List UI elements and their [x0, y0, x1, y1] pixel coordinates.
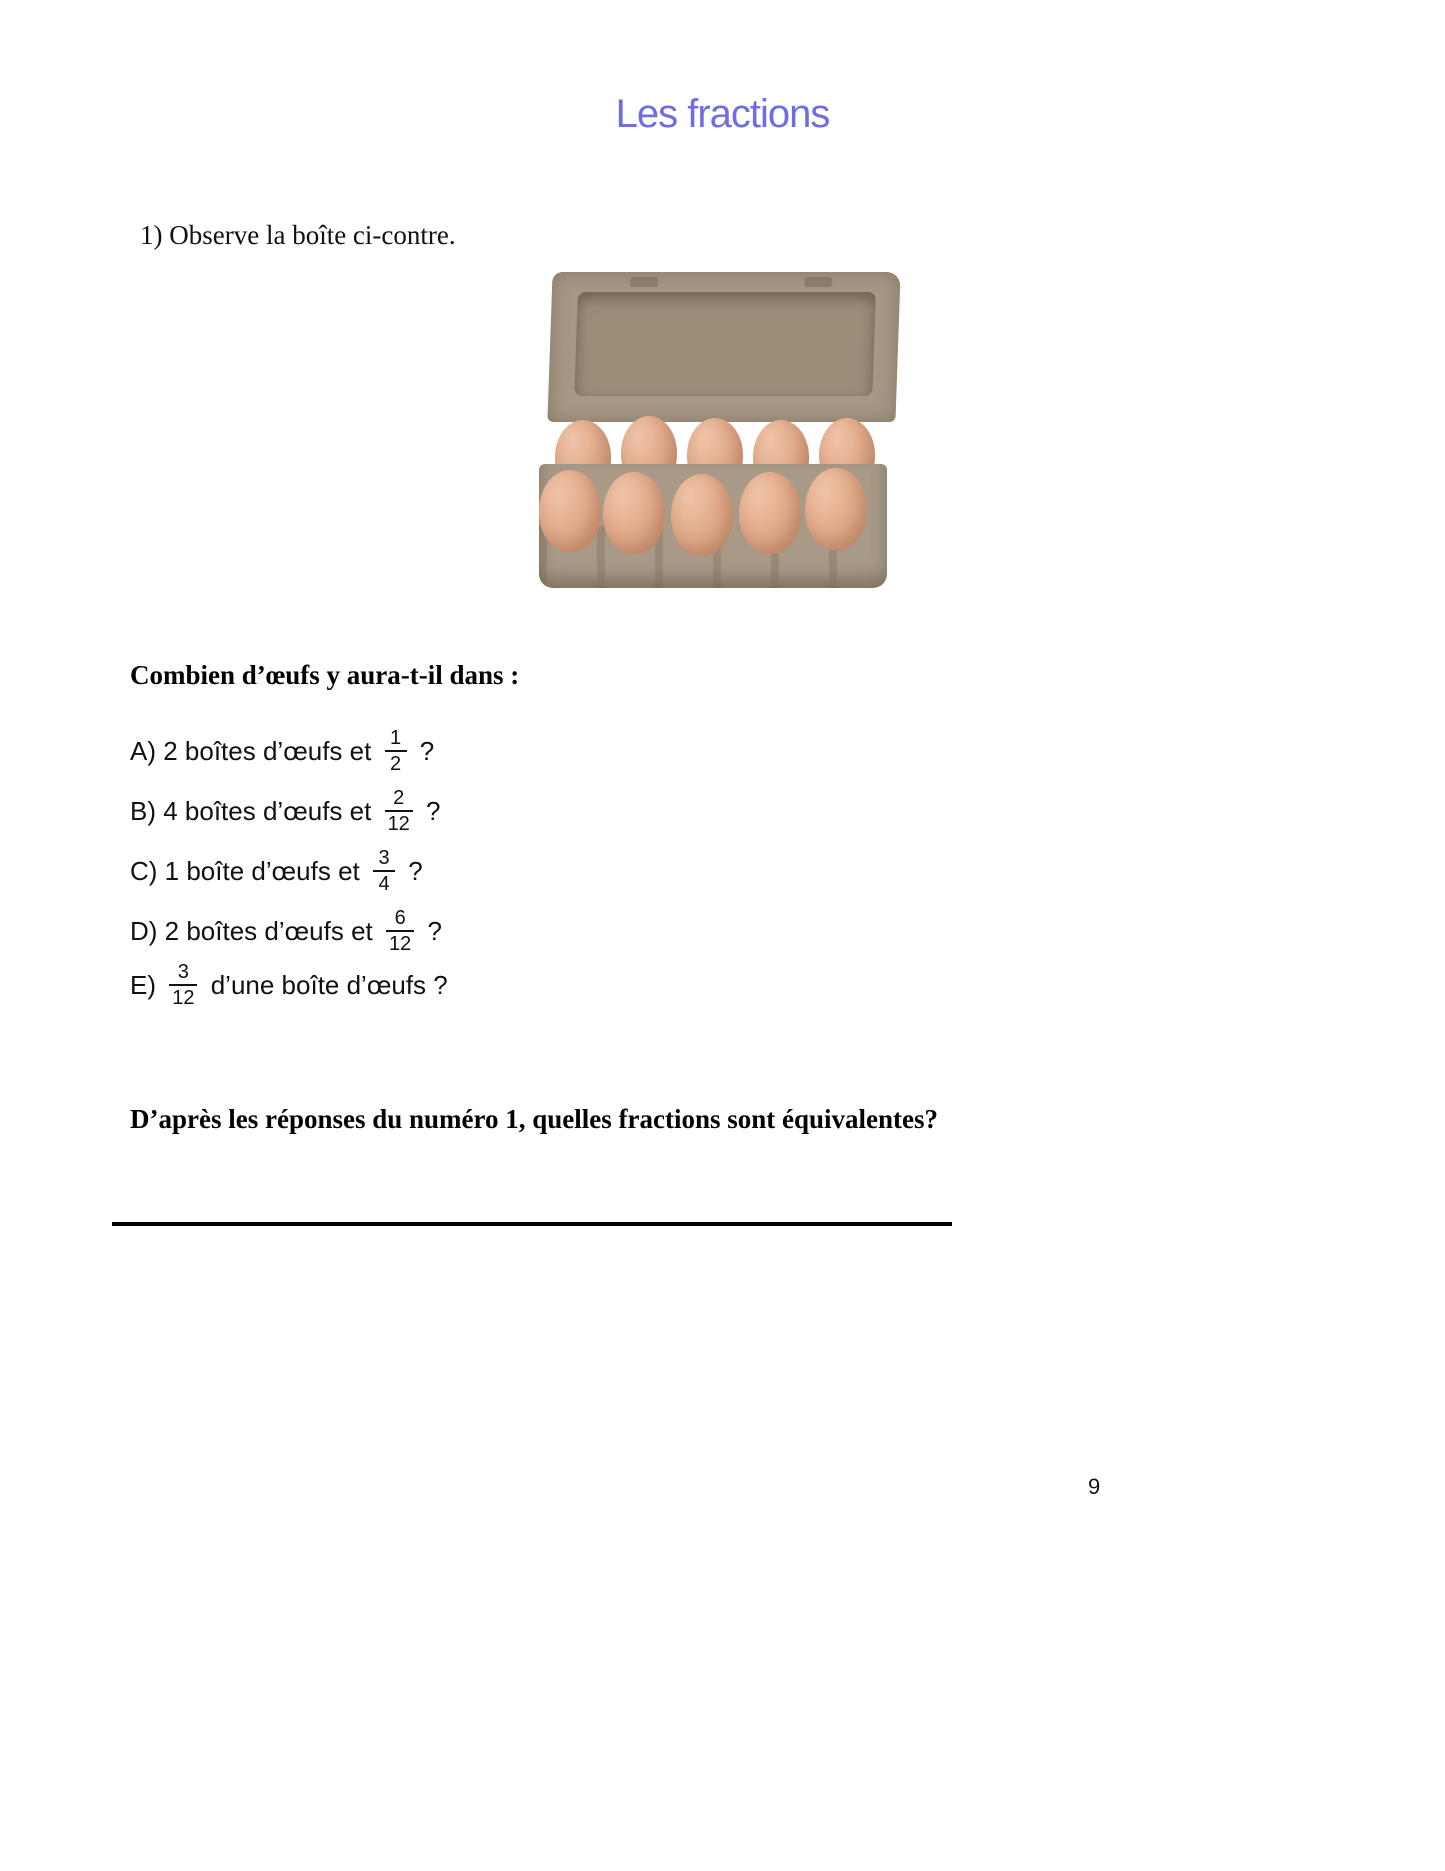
page-title: Les fractions — [615, 92, 830, 136]
item-e-text-before — [156, 970, 163, 1001]
egg-front-2 — [603, 472, 665, 554]
item-e-denominator: 12 — [172, 987, 195, 1009]
item-d-label: D) — [130, 915, 158, 946]
item-c-numerator: 3 — [378, 847, 390, 869]
item-b-text-before: 4 boîtes d’œufs et — [156, 795, 379, 826]
item-b-denominator: 12 — [387, 813, 410, 835]
item-c-text-before: 1 boîte d’œufs et — [157, 855, 367, 886]
item-c-fraction — [373, 848, 395, 894]
item-b-text-after: ? — [418, 795, 441, 826]
page-number: 9 — [1088, 1474, 1101, 1499]
question-1-text: 1) Observe la boîte ci-contre. — [140, 220, 456, 250]
prompt-combien-oeufs: Combien d’œufs y aura-t-il dans : — [130, 660, 520, 690]
egg-front-3 — [671, 474, 733, 556]
item-a-fraction — [385, 728, 407, 774]
carton-lid-tab-right — [804, 277, 832, 287]
item-b-numerator: 2 — [393, 787, 405, 809]
carton-lid-inner — [574, 292, 876, 396]
item-d-fraction — [386, 908, 414, 954]
item-b-label: B) — [130, 795, 156, 826]
item-a-text-after: ? — [412, 735, 435, 766]
item-d-denominator: 12 — [389, 933, 412, 955]
egg-carton-photo — [537, 272, 897, 592]
item-a-denominator: 2 — [390, 753, 402, 775]
item-a-numerator: 1 — [390, 727, 402, 749]
item-c-denominator: 4 — [378, 873, 390, 895]
item-e-numerator: 3 — [177, 961, 189, 983]
item-d-text-after: ? — [420, 915, 442, 946]
carton-lid — [547, 272, 900, 422]
item-c-text-after: ? — [401, 855, 423, 886]
item-d-text-before: 2 boîtes d’œufs et — [157, 915, 380, 946]
egg-front-4 — [739, 472, 801, 554]
item-a-text-before: 2 boîtes d’œufs et — [156, 735, 379, 766]
egg-front-5 — [805, 468, 867, 550]
answer-line — [112, 1222, 952, 1226]
list-item-e — [130, 962, 448, 1008]
item-e-text-after: d’une boîte d’œufs ? — [203, 969, 448, 1000]
carton-lid-tab-left — [630, 277, 658, 287]
list-item-a — [130, 728, 434, 774]
egg-front-1 — [539, 470, 601, 552]
item-b-fraction — [385, 788, 413, 834]
item-d-numerator: 6 — [394, 907, 406, 929]
list-item-c — [130, 848, 423, 894]
item-c-label: C) — [130, 855, 158, 886]
prompt-fractions-equivalentes: D’après les réponses du numéro 1, quelles fractions sont équivalentes? — [130, 1104, 939, 1134]
item-a-label: A) — [130, 735, 156, 766]
list-item-b — [130, 788, 441, 834]
item-e-label: E) — [130, 969, 156, 1000]
item-e-fraction — [169, 962, 197, 1008]
list-item-d — [130, 908, 442, 954]
